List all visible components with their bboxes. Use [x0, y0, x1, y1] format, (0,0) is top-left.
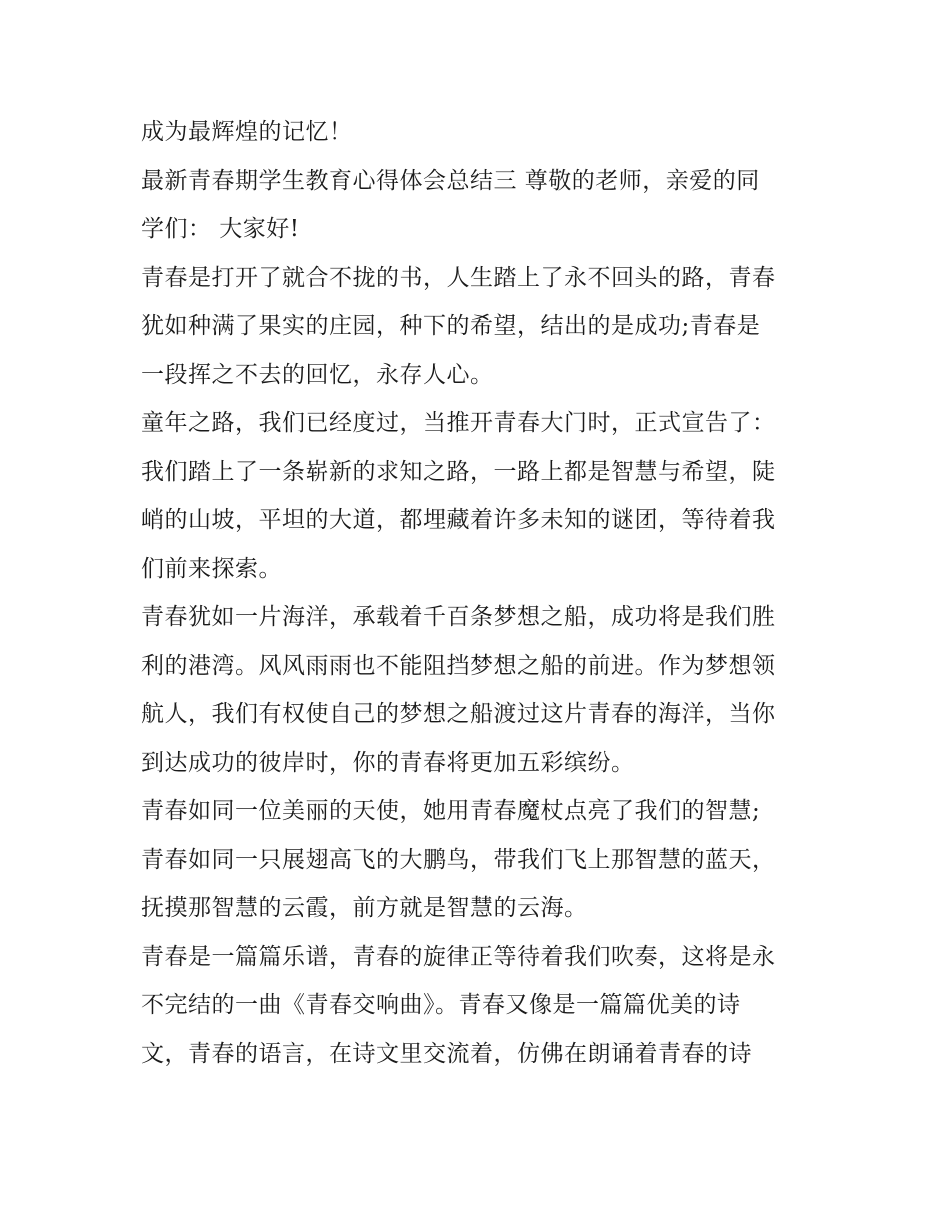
text-line: 青春是一篇篇乐谱，青春的旋律正等待着我们吹奏，这将是永 [141, 943, 776, 970]
text-line: 抚摸那智慧的云霞，前方就是智慧的云海。 [141, 895, 588, 921]
text-line: 峭的山坡，平坦的大道，都埋藏着许多未知的谜团，等待着我 [141, 507, 776, 533]
text-line: 航人，我们有权使自己的梦想之船渡过这片青春的海洋，当你 [141, 701, 776, 727]
text-line: 不完结的一曲《青春交响曲》。青春又像是一篇篇优美的诗 [141, 992, 741, 1018]
text-line: 犹如种满了果实的庄园，种下的希望，结出的是成功;青春是 [141, 313, 761, 339]
text-line: 文，青春的语言，在诗文里交流着，仿佛在朗诵着青春的诗 [141, 1040, 752, 1067]
text-line: 最新青春期学生教育心得体会总结三 尊敬的老师，亲爱的同 [141, 167, 760, 194]
text-line: 们前来探索。 [141, 555, 282, 582]
text-line: 青春如同一只展翅高飞的大鹏鸟，带我们飞上那智慧的蓝天， [141, 846, 776, 873]
text-line: 我们踏上了一条崭新的求知之路，一路上都是智慧与希望，陡 [141, 458, 776, 485]
document-body [141, 108, 821, 1078]
text-line: 一段挥之不去的回忆，永存人心。 [141, 361, 494, 388]
text-line: 童年之路，我们已经度过，当推开青春大门时，正式宣告了： [141, 410, 776, 436]
text-line: 利的港湾。风风雨雨也不能阻挡梦想之船的前进。作为梦想领 [141, 652, 776, 679]
text-line: 青春如同一位美丽的天使，她用青春魔杖点亮了我们的智慧; [141, 798, 761, 824]
text-line: 到达成功的彼岸时，你的青春将更加五彩缤纷。 [141, 749, 635, 776]
text-line: 青春犹如一片海洋，承载着千百条梦想之船，成功将是我们胜 [141, 604, 776, 630]
text-line: 青春是打开了就合不拢的书，人生踏上了永不回头的路，青春 [141, 264, 776, 291]
text-line: 成为最辉煌的记忆！ [141, 119, 353, 145]
text-line: 学们： 大家好! [141, 216, 300, 242]
